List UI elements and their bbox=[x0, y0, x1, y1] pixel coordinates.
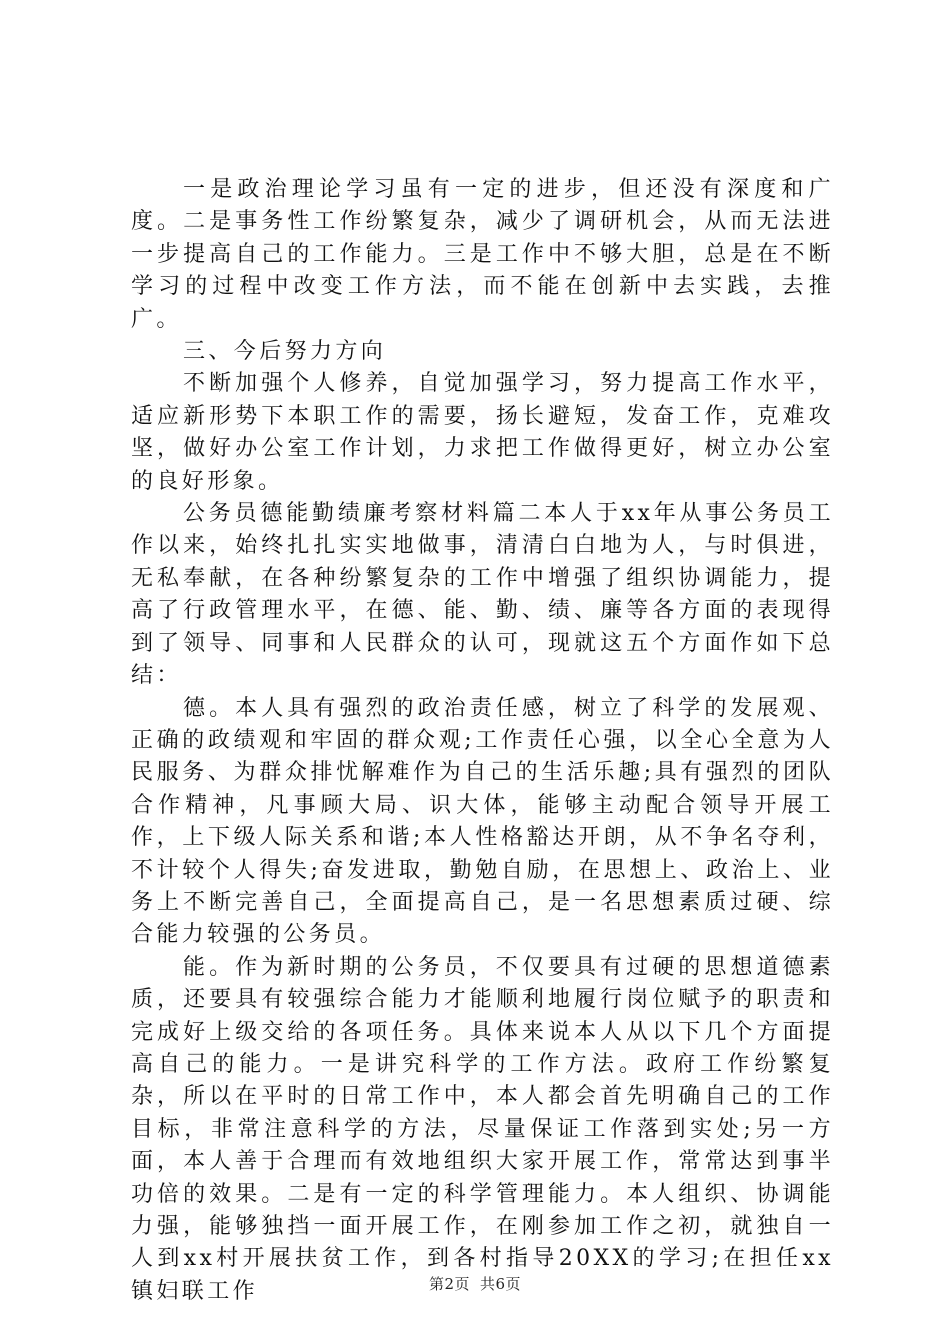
paragraph-part-two-intro: 公务员德能勤绩廉考察材料篇二本人于xx年从事公务员工作以来，始终扎扎实实地做事，清清白白地为人，与时俱进，无私奉献，在各种纷繁复杂的工作中增强了组织协调能力，提高了行政管理水平，在德、能、勤、绩、廉等各方面的表现得到了领导、同事和人民群众的认可，现就这五个方面作如下总结： bbox=[131, 501, 834, 689]
document-body bbox=[131, 174, 834, 1308]
page-footer bbox=[0, 1273, 950, 1294]
paragraph-ability: 能。作为新时期的公务员，不仅要具有过硬的思想道德素质，还要具有较强综合能力才能顺利地履行岗位赋予的职责和完成好上级交给的各项任务。具体来说本人从以下几个方面提高自己的能力。一是讲究科学的工作方法。政府工作纷繁复杂，所以在平时的日常工作中，本人都会首先明确自己的工作目标，非常注意科学的方法，尽量保证工作落到实处;另一方面，本人善于合理而有效地组织大家开展工作，常常达到事半功倍的效果。二是有一定的科学管理能力。本人组织、协调能力强，能够独挡一面开展工作，在刚参加工作之初，就独自一人到xx村开展扶贫工作，到各村指导20XX的学习;在担任xx镇妇联工作 bbox=[131, 954, 834, 1304]
page-number: 第2页 bbox=[428, 1275, 470, 1293]
paragraph-shortcomings: 一是政治理论学习虽有一定的进步，但还没有深度和广度。二是事务性工作纷繁复杂，减少了调研机会，从而无法进一步提高自己的工作能力。三是工作中不够大胆，总是在不断学习的过程中改变工作方法，而不能在创新中去实践，去推广。 bbox=[131, 177, 834, 332]
page-total: 共6页 bbox=[480, 1275, 522, 1293]
paragraph-virtue: 德。本人具有强烈的政治责任感，树立了科学的发展观、正确的政绩观和牢固的群众观;工作责任心强，以全心全意为人民服务、为群众排忧解难作为自己的生活乐趣;具有强烈的团队合作精神，凡事顾大局、识大体，能够主动配合领导开展工作，上下级人际关系和谐;本人性格豁达开朗，从不争名夺利，不计较个人得失;奋发进取，勤勉自励，在思想上、政治上、业务上不断完善自己，全面提高自己，是一名思想素质过硬、综合能力较强的公务员。 bbox=[131, 695, 834, 948]
section-heading-future-direction: 三、今后努力方向 bbox=[183, 339, 387, 365]
paragraph-future-direction: 不断加强个人修养，自觉加强学习，努力提高工作水平，适应新形势下本职工作的需要，扬长避短，发奋工作，克难攻坚，做好办公室工作计划，力求把工作做得更好，树立办公室的良好形象。 bbox=[131, 371, 834, 494]
